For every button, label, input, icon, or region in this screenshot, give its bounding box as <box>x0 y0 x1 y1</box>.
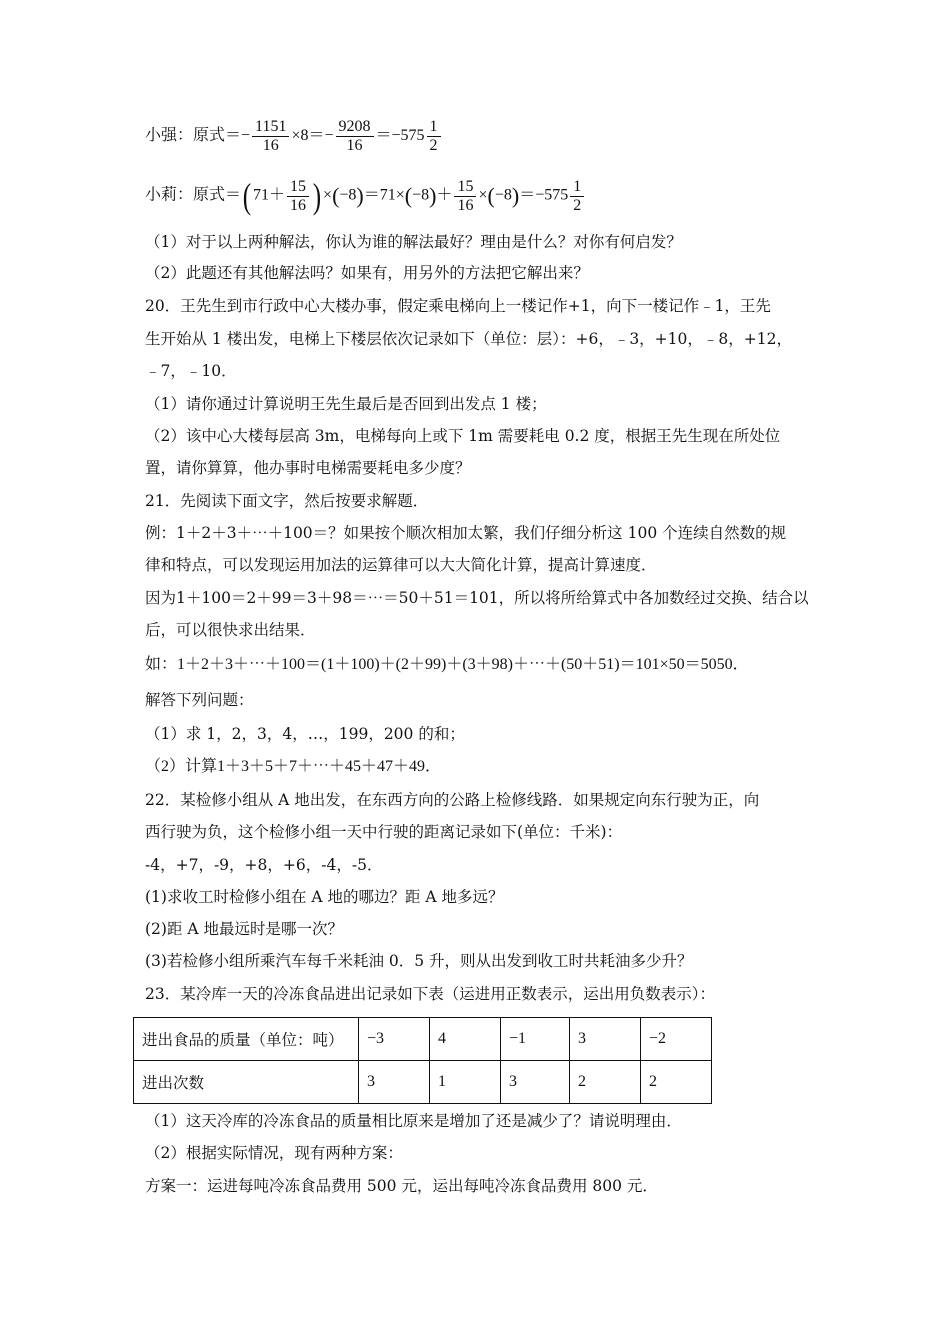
xiaoqiang-solution: 小强：原式＝− $\frac{1151}{16}$ ×8＝− $\frac{9208}{16}$ ＝−575 $\frac{1}{2}$ <box>145 118 443 155</box>
cold-storage-table <box>133 1017 712 1104</box>
table-cell: 2 <box>641 1061 712 1104</box>
q22-sub1: (1)求收工时检修小组在 A 地的哪边？距 A 地多远？ <box>145 888 504 906</box>
q20-line3: ﹣7，﹣10． <box>145 362 237 380</box>
fraction: $\frac{15}{16}$ <box>454 178 476 215</box>
q22-line2: 西行驶为负，这个检修小组一天中行驶的距离记录如下(单位：千米)： <box>145 823 623 841</box>
table-row <box>134 1061 712 1104</box>
q21-because-line1: 因为1＋100＝2＋99＝3＋98＝⋯＝50＋51＝101，所以将所给算式中各加数经过交换、结合以 <box>145 589 809 607</box>
q19-sub1: （1）对于以上两种解法，你认为谁的解法最好？理由是什么？对你有何启发？ <box>145 233 682 251</box>
table-cell: 1 <box>430 1061 501 1104</box>
q20-sub2-line2: 置，请你算算，他办事时电梯需要耗电多少度？ <box>145 459 471 477</box>
table-row <box>134 1018 712 1061</box>
fraction: $\frac{1}{2}$ <box>427 118 441 155</box>
table-cell: −3 <box>359 1018 430 1061</box>
q23-line1: 23．某冷库一天的冷冻食品进出记录如下表（运进用正数表示，运出用负数表示）： <box>145 985 715 1003</box>
table-cell: 3 <box>359 1061 430 1104</box>
q21-example-line1: 例：1＋2＋3＋⋯＋100＝？如果按个顺次相加太繁，我们仔细分析这 100 个连续自然数的规 <box>145 524 787 542</box>
q21-example-line2: 律和特点，可以发现运用加法的运算律可以大大简化计算，提高计算速度． <box>145 556 657 574</box>
q22-sub3: (3)若检修小组所乘汽车每千米耗油 0．5 升，则从出发到收工时共耗油多少升？ <box>145 952 693 970</box>
xiaoli-label: 小莉：原式＝ <box>145 186 242 204</box>
q22-sub2: (2)距 A 地最远时是哪一次？ <box>145 920 344 938</box>
fraction: $\frac{1}{2}$ <box>570 178 584 215</box>
fraction: $\frac{1151}{16}$ <box>252 118 289 155</box>
table-cell: 3 <box>570 1018 641 1061</box>
table-cell: −1 <box>501 1018 570 1061</box>
q21-such-as: 如：1＋2＋3＋⋯＋100＝(1＋100)＋(2＋99)＋(3＋98)＋⋯＋(50＋51)＝101×50＝5050． <box>145 656 749 673</box>
table-cell: 4 <box>430 1018 501 1061</box>
q21-line1: 21．先阅读下面文字，然后按要求解题． <box>145 492 429 510</box>
xiaoqiang-label: 小强：原式＝− <box>145 127 251 145</box>
q21-because-line2: 后，可以很快求出结果． <box>145 621 316 639</box>
table-cell: 3 <box>501 1061 570 1104</box>
table-cell: −2 <box>641 1018 712 1061</box>
q22-line1: 22．某检修小组从 A 地出发，在东西方向的公路上检修线路．如果规定向东行驶为正，向 <box>145 791 760 809</box>
table-cell: 进出食品的质量（单位：吨） <box>134 1018 359 1061</box>
q22-line3: -4，+7，-9，+8，+6，-4，-5． <box>145 856 383 874</box>
q20-sub1: （1）请你通过计算说明王先生最后是否回到出发点 1 楼； <box>145 395 547 413</box>
q21-sub1: （1）求 1，2，3，4，…，199，200 的和； <box>145 725 465 743</box>
q21-answer-prompt: 解答下列问题： <box>145 691 254 709</box>
q23-sub1: （1）这天冷库的冷冻食品的质量相比原来是增加了还是减少了？请说明理由． <box>145 1112 682 1130</box>
q23-sub2: （2）根据实际情况，现有两种方案： <box>145 1144 403 1162</box>
xiaoli-solution: 小莉：原式＝( 71＋ $\frac{15}{16}$ ) ×(−8)＝71×(−8)＋ $\frac{15}{16}$ ×(−8)＝−575 $\frac{1}{2}$ <box>145 176 586 216</box>
q20-line2: 生开始从 1 楼出发，电梯上下楼层依次记录如下（单位：层）：+6，﹣3，+10，﹣8，+12， <box>145 330 792 348</box>
q23-plan1: 方案一：运进每吨冷冻食品费用 500 元，运出每吨冷冻食品费用 800 元． <box>145 1177 658 1195</box>
table-cell: 2 <box>570 1061 641 1104</box>
fraction: $\frac{9208}{16}$ <box>336 118 374 155</box>
q20-line1: 20．王先生到市行政中心大楼办事，假定乘电梯向上一楼记作+1，向下一楼记作﹣1，王先 <box>145 297 771 315</box>
q21-sub2: （2）计算1＋3＋5＋7＋⋯＋45＋47＋49． <box>145 758 442 775</box>
q20-sub2-line1: （2）该中心大楼每层高 3m，电梯每向上或下 1m 需要耗电 0.2 度，根据王先生现在所处位 <box>145 427 781 445</box>
q19-sub2: （2）此题还有其他解法吗？如果有，用另外的方法把它解出来？ <box>145 264 589 282</box>
fraction: $\frac{15}{16}$ <box>287 178 309 215</box>
table-cell: 进出次数 <box>134 1061 359 1104</box>
